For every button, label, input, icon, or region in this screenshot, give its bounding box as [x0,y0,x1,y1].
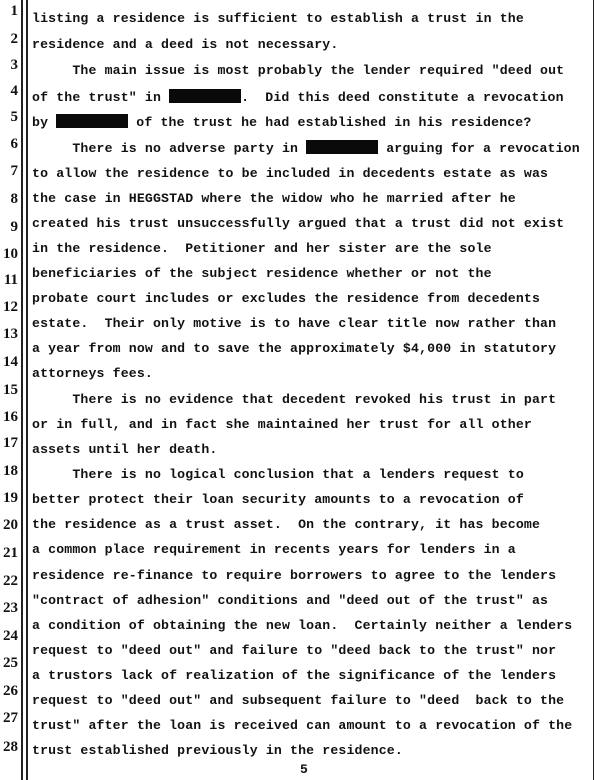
text-line: attorneys fees. [32,366,153,381]
line-number: 14 [3,354,18,370]
redaction-bar [56,114,128,128]
redaction-bar [306,140,378,154]
text-line: or in full, and in fact she maintained her trust for all other [32,417,532,432]
text-segment: arguing for a revocation [378,141,580,156]
line-number: 11 [3,272,18,288]
text-line: estate. Their only motive is to have clear title now rather than [32,316,557,331]
text-line: assets until her death. [32,442,218,457]
text-line: the residence as a trust asset. On the contrary, it has become [32,517,541,532]
redaction-bar [169,89,241,103]
text-line [32,140,580,157]
line-number: 5 [10,109,18,125]
line-number: 1 [10,3,18,19]
line-number: 13 [3,326,18,342]
text-line: better protect their loan security amounts to a revocation of [32,492,524,507]
text-line: "contract of adhesion" conditions and "deed out of the trust" as [32,593,549,608]
margin-rule-left-outer [21,0,23,780]
text-segment: There is no adverse party in [32,141,307,156]
line-number: 6 [10,136,18,152]
text-line: in the residence. Petitioner and her sister are the sole [32,241,492,256]
line-number: 23 [3,600,18,616]
text-line: The main issue is most probably the lender required "deed out [32,63,565,78]
line-number: 28 [3,739,18,755]
text-line [32,89,564,106]
text-line: created his trust unsuccessfully argued that a trust did not exist [32,216,565,231]
text-line: listing a residence is sufficient to establish a trust in the [32,11,524,26]
line-number: 20 [3,517,18,533]
text-line: beneficiaries of the subject residence whether or not the [32,266,492,281]
text-line: trust" after the loan is received can amount to a revocation of the [32,718,573,733]
text-line: request to "deed out" and failure to "deed back to the trust" nor [32,643,557,658]
text-segment: of the trust" in [32,90,170,105]
text-line: residence and a deed is not necessary. [32,37,339,52]
text-segment: by [32,115,57,130]
line-number: 9 [10,219,18,235]
text-line: There is no evidence that decedent revoked his trust in part [32,392,557,407]
text-line: a common place requirement in recents years for lenders in a [32,542,516,557]
margin-rule-right [593,0,594,780]
text-line [32,114,531,131]
text-line: the case in HEGGSTAD where the widow who he married after he [32,191,516,206]
text-line: a trustors lack of realization of the significance of the lenders [32,668,557,683]
line-number: 8 [10,191,18,207]
line-number: 19 [3,490,18,506]
line-number: 26 [3,683,18,699]
line-number: 27 [3,710,18,726]
text-segment: . Did this deed constitute a revocation [241,90,564,105]
line-number: 7 [10,163,18,179]
line-number: 15 [3,382,18,398]
line-number: 10 [3,246,18,262]
text-line: request to "deed out" and subsequent failure to "deed back to the [32,693,565,708]
line-number: 25 [3,655,18,671]
page-number: 5 [300,762,308,777]
margin-rule-left-inner [26,0,28,780]
line-number: 21 [3,545,18,561]
text-line: There is no logical conclusion that a lenders request to [32,467,524,482]
text-line: a year from now and to save the approximately $4,000 in statutory [32,341,557,356]
text-line: trust established previously in the residence. [32,743,403,758]
line-number: 22 [3,573,18,589]
line-number: 17 [3,435,18,451]
line-number: 2 [10,31,18,47]
text-line: a condition of obtaining the new loan. Certainly neither a lenders [32,618,573,633]
line-number: 3 [10,57,18,73]
text-line: to allow the residence to be included in decedents estate as was [32,166,549,181]
line-number: 4 [10,83,18,99]
text-line: probate court includes or excludes the residence from decedents [32,291,541,306]
line-number: 12 [3,299,18,315]
text-line: residence re-finance to require borrowers to agree to the lenders [32,568,557,583]
text-segment: of the trust he had established in his residence? [128,115,532,130]
line-number: 24 [3,628,18,644]
line-number: 18 [3,463,18,479]
line-number: 16 [3,409,18,425]
